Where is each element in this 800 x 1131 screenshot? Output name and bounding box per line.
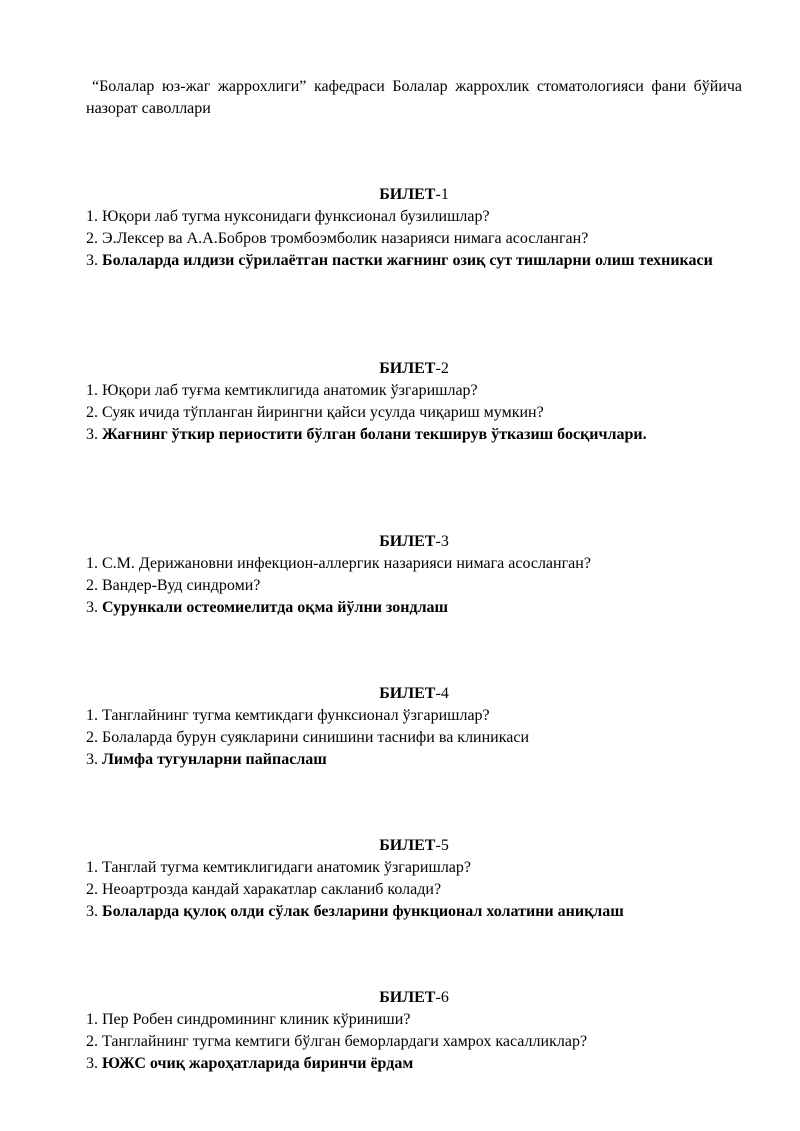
question-3-text: ЮЖС очиқ жароҳатларида биринчи ёрдам	[102, 1055, 414, 1072]
ticket-title-word: БИЛЕТ	[379, 360, 436, 377]
ticket-3	[86, 531, 742, 619]
question-1: 1. Пер Робен синдромининг клиник кўриниши?	[86, 1011, 411, 1028]
question-3-number: 3.	[86, 252, 102, 269]
question-3	[86, 424, 742, 446]
question-1: 1. С.М. Дерижановни инфекцион-аллергик назарияси нимага асосланган?	[86, 555, 591, 572]
question-2: 2. Э.Лексер ва А.А.Бобров тромбоэмболик назарияси нимага асосланган?	[86, 230, 589, 247]
question-3	[86, 1053, 742, 1075]
question-2: 2. Болаларда бурун суякларини синишини таснифи ва клиникаси	[86, 729, 530, 746]
ticket-title-word: БИЛЕТ	[379, 685, 436, 702]
ticket-title-word: БИЛЕТ	[379, 533, 436, 550]
ticket-title-word: БИЛЕТ	[379, 837, 436, 854]
ticket-5	[86, 835, 742, 923]
question-2: 2. Танглайнинг тугма кемтиги бўлган беморлардаги хамрох касалликлар?	[86, 1033, 588, 1050]
question-3-number: 3.	[86, 1055, 102, 1072]
ticket-title-number: -2	[435, 360, 449, 377]
ticket-1	[86, 184, 742, 272]
question-3-number: 3.	[86, 599, 102, 616]
question-3	[86, 597, 742, 619]
ticket-title	[86, 358, 742, 380]
ticket-title-number: -3	[435, 533, 449, 550]
question-3-number: 3.	[86, 426, 102, 443]
question-3	[86, 250, 742, 272]
ticket-title	[86, 683, 742, 705]
question-3	[86, 749, 742, 771]
question-1: 1. Юқори лаб туғма кемтиклигида анатомик ўзгаришлар?	[86, 382, 478, 399]
question-2: 2. Вандер-Вуд синдроми?	[86, 577, 261, 594]
ticket-title	[86, 987, 742, 1009]
ticket-title-number: -1	[435, 186, 449, 203]
ticket-title	[86, 531, 742, 553]
question-3-number: 3.	[86, 903, 102, 920]
document-header: “Болалар юз-жаг жаррохлиги” кафедраси Болалар жаррохлик стоматологияси фани бўйича назорат саволлари	[86, 78, 742, 117]
ticket-title-word: БИЛЕТ	[379, 186, 436, 203]
ticket-title-word: БИЛЕТ	[379, 989, 436, 1006]
question-1: 1. Юқори лаб тугма нуксонидаги функсионал бузилишлар?	[86, 208, 490, 225]
question-3-text: Болаларда илдизи сўрилаётган пастки жағнинг озиқ сут тишларни олиш техникаси	[102, 252, 713, 269]
question-3-number: 3.	[86, 751, 102, 768]
question-1: 1. Танглайнинг тугма кемтикдаги функсионал ўзгаришлар?	[86, 707, 490, 724]
ticket-title	[86, 835, 742, 857]
question-3-text: Болаларда қулоқ олди сўлак безларини функционал холатини аниқлаш	[102, 903, 624, 920]
ticket-title	[86, 184, 742, 206]
question-3-text: Жағнинг ўткир периостити бўлган болани текширув ўтказиш босқичлари.	[102, 426, 647, 443]
ticket-4	[86, 683, 742, 771]
ticket-title-number: -4	[435, 685, 449, 702]
ticket-title-number: -5	[435, 837, 449, 854]
ticket-2	[86, 358, 742, 446]
question-2: 2. Суяк ичида тўпланган йирингни қайси усулда чиқариш мумкин?	[86, 404, 544, 421]
question-3-text: Лимфа тугунларни пайпаслаш	[102, 751, 327, 768]
question-3	[86, 901, 742, 923]
question-2: 2. Неоартрозда кандай харакатлар сакланиб колади?	[86, 881, 442, 898]
question-3-text: Сурункали остеомиелитда оқма йўлни зондлаш	[102, 599, 449, 616]
ticket-title-number: -6	[435, 989, 449, 1006]
ticket-6	[86, 987, 742, 1075]
question-1: 1. Танглай тугма кемтиклигидаги анатомик ўзгаришлар?	[86, 859, 471, 876]
